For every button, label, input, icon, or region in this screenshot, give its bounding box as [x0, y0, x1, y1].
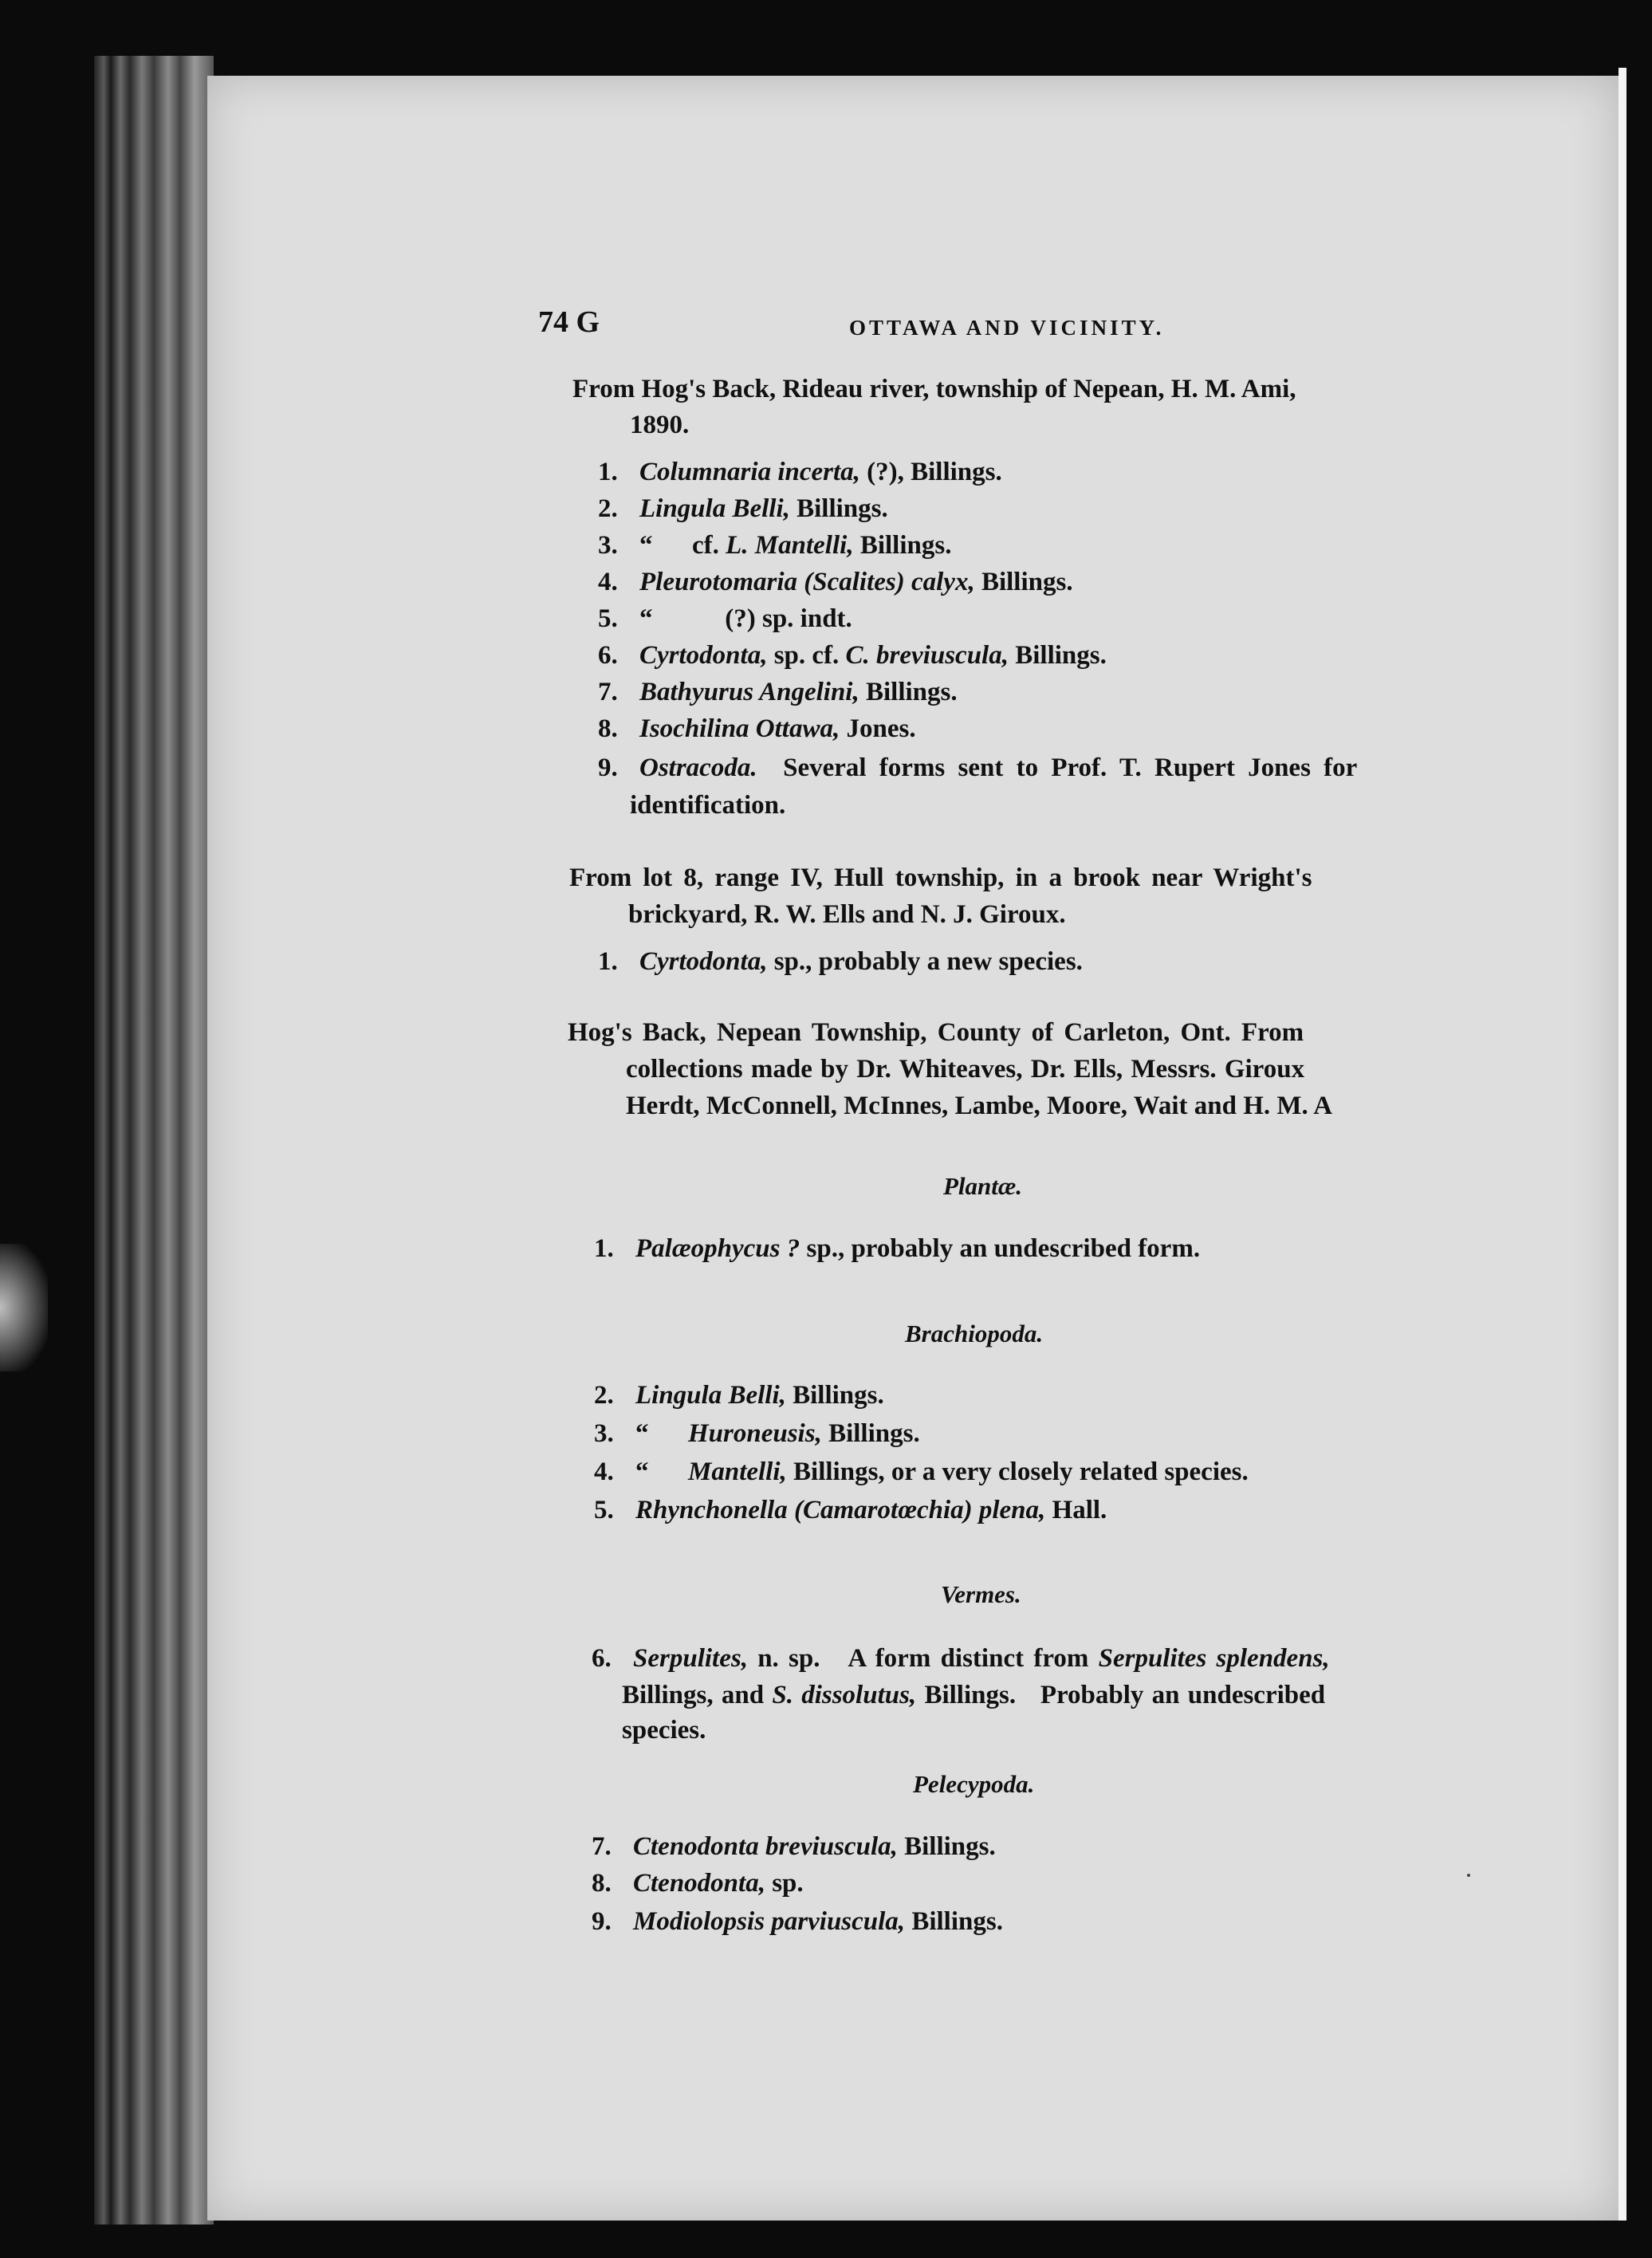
block1-item-8: 8. Isochilina Ottawa, Jones.	[598, 714, 916, 743]
brachiopoda-item-3: 3. “ Huroneusis, Billings.	[594, 1419, 920, 1448]
vermes-item-6-line1: 6. Serpulites, n. sp. A form distinct from Serpulites splendens,	[592, 1644, 1330, 1673]
page-number: 74 G	[538, 305, 600, 339]
section-title-vermes: Vermes.	[941, 1580, 1021, 1608]
block1-item-6: 6. Cyrtodonta, sp. cf. C. breviuscula, Billings.	[598, 641, 1107, 670]
block3-heading-line2: collections made by Dr. Whiteaves, Dr. Ells, Messrs. Giroux	[626, 1055, 1305, 1084]
block1-heading-line2: 1890.	[630, 411, 690, 439]
block3-heading-line1: Hog's Back, Nepean Township, County of Carleton, Ont. From	[568, 1018, 1304, 1047]
block1-item-9: 9. Ostracoda. Several forms sent to Prof. T. Rupert Jones for	[598, 753, 1358, 782]
block3-heading-line3: Herdt, McConnell, McInnes, Lambe, Moore, Wait and H. M. A	[626, 1092, 1333, 1120]
block1-item-1: 1. Columnaria incerta, (?), Billings.	[598, 458, 1002, 486]
pelecypoda-item-8: 8. Ctenodonta, sp.	[592, 1869, 804, 1898]
running-title: OTTAWA AND VICINITY.	[849, 316, 1165, 340]
block1-heading-line1: From Hog's Back, Rideau river, township of Nepean, H. M. Ami,	[572, 375, 1296, 403]
block1-item-7: 7. Bathyurus Angelini, Billings.	[598, 678, 958, 706]
plantae-item-1: 1. Palæophycus ? sp., probably an undescribed form.	[594, 1234, 1201, 1263]
vermes-item-6-line2: Billings, and S. dissolutus, Billings. Probably an undescribed	[622, 1681, 1326, 1709]
section-title-brachiopoda: Brachiopoda.	[905, 1320, 1044, 1347]
block1-item-3: 3. “ cf. L. Mantelli, Billings.	[598, 531, 952, 560]
block1-item-2: 2. Lingula Belli, Billings.	[598, 494, 888, 523]
section-title-plantae: Plantæ.	[943, 1172, 1023, 1200]
block1-item-4: 4. Pleurotomaria (Scalites) calyx, Billings.	[598, 568, 1073, 596]
block2-item-1: 1. Cyrtodonta, sp., probably a new species.	[598, 947, 1083, 976]
section-title-pelecypoda: Pelecypoda.	[913, 1770, 1035, 1798]
block1-item-9-continued: identification.	[630, 791, 786, 820]
brachiopoda-item-2: 2. Lingula Belli, Billings.	[594, 1381, 884, 1410]
block2-heading-line1: From lot 8, range IV, Hull township, in a brook near Wright's	[569, 863, 1312, 892]
block1-item-5: 5. “ (?) sp. indt.	[598, 604, 852, 633]
speck-mark	[1467, 1874, 1470, 1877]
block2-heading-line2: brickyard, R. W. Ells and N. J. Giroux.	[628, 900, 1066, 929]
vermes-item-6-line3: species.	[622, 1716, 706, 1745]
pelecypoda-item-9: 9. Modiolopsis parviuscula, Billings.	[592, 1907, 1003, 1936]
pelecypoda-item-7: 7. Ctenodonta breviuscula, Billings.	[592, 1832, 996, 1861]
brachiopoda-item-5: 5. Rhynchonella (Camarotœchia) plena, Hall.	[594, 1496, 1107, 1524]
brachiopoda-item-4: 4. “ Mantelli, Billings, or a very closely related species.	[594, 1457, 1249, 1486]
